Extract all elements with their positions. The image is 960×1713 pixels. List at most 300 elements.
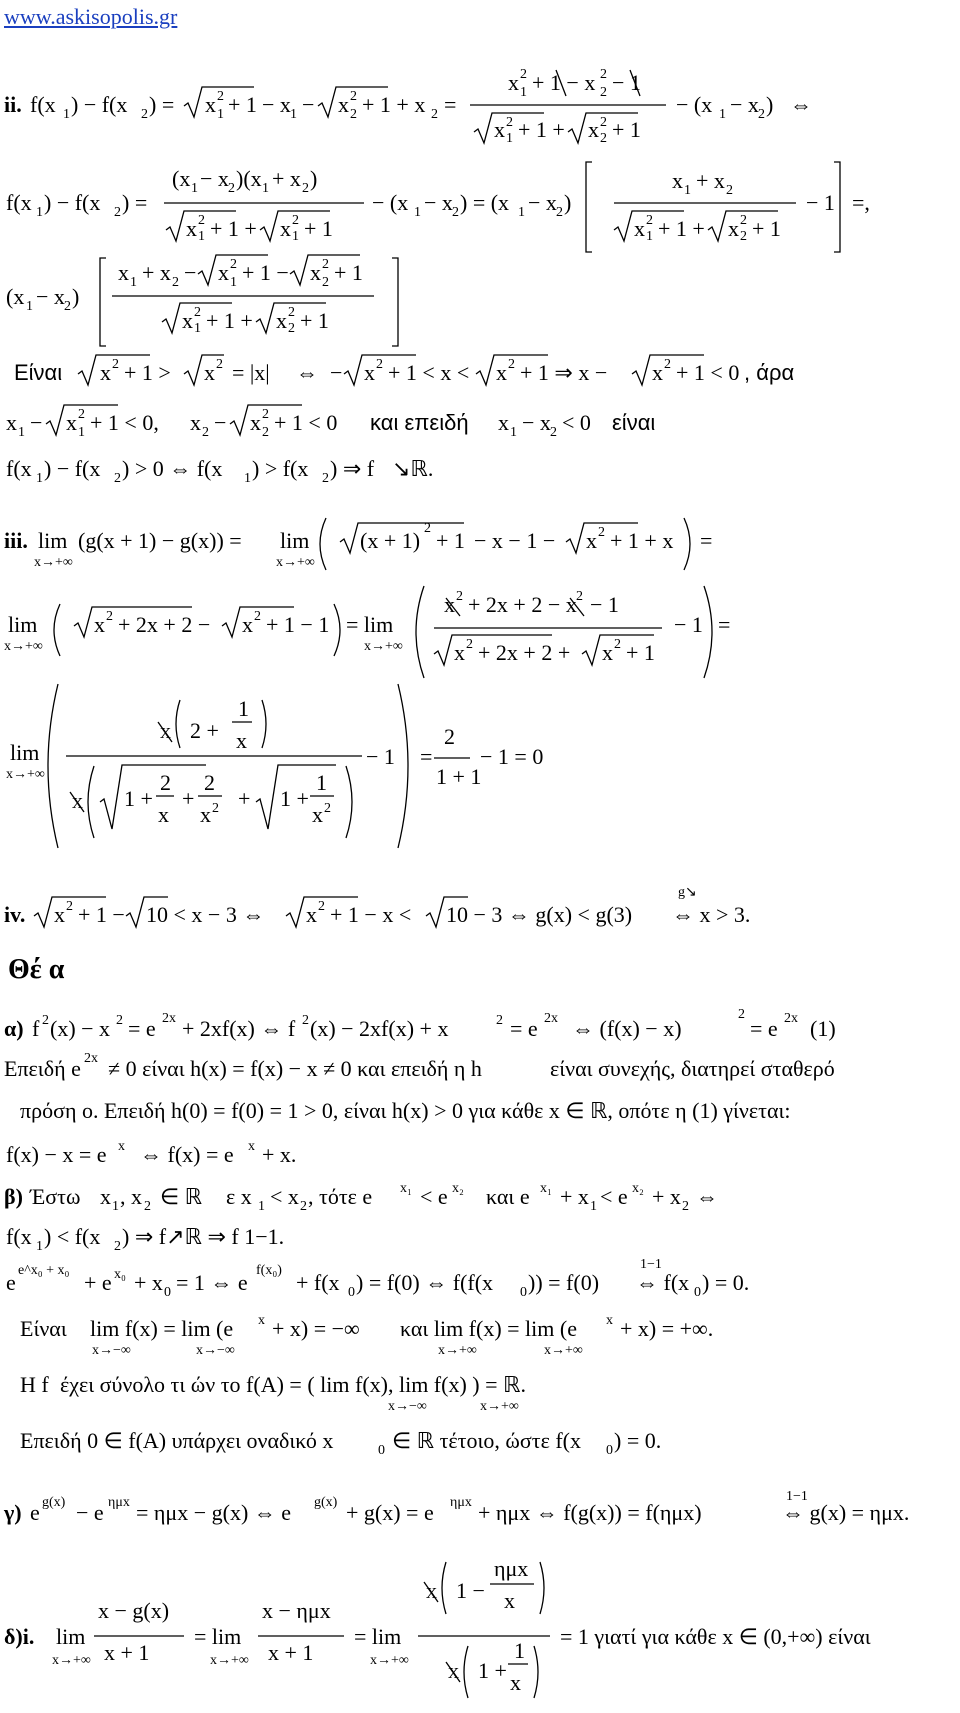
svg-text:10 − 3 ⇔ g(x) < g(3): 10 − 3 ⇔ g(x) < g(3) [446, 902, 633, 927]
svg-text:2: 2 [194, 305, 201, 320]
equation-line [0, 448, 960, 486]
svg-text:x→+∞: x→+∞ [364, 639, 403, 654]
svg-text:) = f(0) ⇔ f(f(x: ) = f(0) ⇔ f(f(x [356, 1270, 494, 1295]
svg-text:2: 2 [300, 1199, 307, 1214]
svg-text:x: x [652, 360, 663, 385]
svg-text:1: 1 [258, 1199, 265, 1214]
svg-text:+ 1 < 0,: + 1 < 0, [90, 410, 159, 435]
svg-text:= ημx − g(x) ⇔ e: = ημx − g(x) ⇔ e [136, 1500, 292, 1525]
svg-text:2: 2 [212, 801, 219, 816]
svg-text:x: x [586, 528, 597, 553]
svg-text:2x: 2x [84, 1051, 98, 1066]
svg-text:2: 2 [288, 305, 295, 320]
svg-text:x: x [634, 216, 645, 241]
svg-text:2: 2 [431, 107, 438, 122]
svg-text:x: x [182, 308, 193, 333]
svg-text:x: x [205, 92, 216, 117]
svg-text:2: 2 [292, 213, 299, 228]
svg-text:lim: lim [10, 740, 40, 765]
svg-text:∈ ℝ τέτοιο, ώστε f(x: ∈ ℝ τέτοιο, ώστε f(x [392, 1428, 581, 1453]
svg-text:+ 1: + 1 [752, 216, 781, 241]
svg-text:2: 2 [262, 407, 269, 422]
svg-text:0: 0 [378, 1443, 385, 1458]
svg-text:και επειδή: και επειδή [370, 410, 469, 435]
svg-text:2: 2 [520, 67, 527, 82]
svg-text:2: 2 [350, 107, 357, 122]
svg-text:) = 0.: ) = 0. [702, 1270, 750, 1295]
svg-text:x: x [312, 802, 323, 827]
svg-text:2: 2 [114, 471, 121, 486]
svg-text:, τότε e: , τότε e [308, 1184, 373, 1209]
svg-text:+ x: + x [134, 1270, 163, 1295]
equation-line [0, 1214, 960, 1254]
svg-text:g(x): g(x) [314, 1495, 338, 1510]
svg-text:x: x [94, 612, 105, 637]
svg-text:x: x [364, 360, 375, 385]
svg-text:x₁: x₁ [400, 1181, 412, 1196]
svg-text:x: x [186, 216, 197, 241]
svg-text:−: − [302, 92, 315, 117]
svg-text:f(x: f(x [6, 456, 32, 481]
svg-text:2: 2 [550, 425, 557, 440]
svg-text:1: 1 [191, 181, 198, 196]
svg-text:) ⇒ f: ) ⇒ f [330, 456, 375, 481]
svg-text:2: 2 [228, 181, 235, 196]
svg-text:2: 2 [556, 205, 563, 220]
svg-text:+ f(x: + f(x [296, 1270, 340, 1295]
svg-text:x: x [160, 718, 171, 743]
svg-text:2: 2 [466, 637, 473, 652]
svg-text:x: x [306, 902, 317, 927]
svg-text:2: 2 [444, 724, 455, 749]
svg-text:) > 0 ⇔ f(x: ) > 0 ⇔ f(x [122, 456, 223, 481]
svg-text:2: 2 [614, 637, 621, 652]
svg-text:Είναι: Είναι [14, 360, 63, 385]
svg-text:x: x [54, 902, 65, 927]
svg-text:−: − [214, 410, 227, 435]
svg-text:x: x [6, 410, 17, 435]
equation-line [0, 1132, 960, 1167]
svg-text:lim: lim [38, 528, 68, 553]
svg-text:2: 2 [202, 425, 209, 440]
svg-text:+ 1 +: + 1 + [206, 308, 253, 333]
svg-text:) − f(x: ) − f(x [71, 92, 128, 117]
svg-text:x→+∞: x→+∞ [370, 1653, 409, 1668]
svg-text:1: 1 [518, 205, 525, 220]
svg-text:1: 1 [244, 471, 251, 486]
svg-text:= lim: = lim [346, 612, 394, 637]
svg-text:⇔ x > 3.: ⇔ x > 3. [672, 902, 751, 927]
svg-text:x − ημx: x − ημx [262, 1598, 331, 1623]
svg-text:− 1: − 1 [806, 190, 835, 215]
svg-text:x: x [236, 728, 247, 753]
svg-text:x: x [426, 1578, 437, 1603]
svg-text:0: 0 [164, 1285, 171, 1300]
svg-text:) =: ) = [149, 92, 175, 117]
svg-text:2: 2 [204, 770, 215, 795]
svg-text:1 +: 1 + [478, 1658, 507, 1683]
svg-text:f(x: f(x [6, 1224, 32, 1249]
svg-text:x: x [280, 216, 291, 241]
equation-line [0, 60, 960, 146]
svg-text:=: = [718, 612, 731, 637]
svg-text:2x: 2x [162, 1011, 176, 1026]
svg-text:είναι: είναι [612, 410, 656, 435]
svg-text:ε x: ε x [226, 1184, 252, 1209]
svg-text:x: x [190, 410, 201, 435]
svg-text:2: 2 [740, 229, 747, 244]
equation-line [0, 1257, 960, 1300]
svg-text:< 0: < 0 [562, 410, 591, 435]
svg-text:x→−∞: x→−∞ [388, 1399, 427, 1414]
svg-text:1 +: 1 + [280, 786, 309, 811]
svg-text:2: 2 [198, 213, 205, 228]
svg-text:2: 2 [600, 67, 607, 82]
svg-text:+ 1 −: + 1 − [78, 902, 125, 927]
svg-text:lim f(x) = lim (e: lim f(x) = lim (e [90, 1316, 234, 1341]
svg-text:− x: − x [424, 190, 453, 215]
svg-text:+: + [182, 786, 195, 811]
svg-text:− x − 1 −: − x − 1 − [474, 528, 556, 553]
svg-text:iii.: iii. [4, 528, 28, 553]
svg-text:2: 2 [106, 609, 113, 624]
svg-text:2x: 2x [784, 1011, 798, 1026]
svg-text:+ 1 + x: + 1 + x [610, 528, 674, 553]
svg-text:x + 1: x + 1 [268, 1640, 314, 1665]
svg-text:−: − [330, 360, 343, 385]
svg-text:x: x [496, 360, 507, 385]
svg-text:2: 2 [318, 899, 325, 914]
svg-text:Η f: Η f [20, 1372, 49, 1397]
svg-text:+ 1 +: + 1 + [658, 216, 705, 241]
svg-text:− 1 = 0: − 1 = 0 [480, 744, 544, 769]
svg-text:2: 2 [738, 1007, 745, 1022]
svg-text:2: 2 [322, 257, 329, 272]
svg-text:2: 2 [112, 357, 119, 372]
svg-text:− x: − x [730, 92, 759, 117]
svg-text:− 1: − 1 [674, 612, 703, 637]
svg-text:+ 1 < 0: + 1 < 0 [676, 360, 740, 385]
svg-text:) = (x: ) = (x [460, 190, 510, 215]
svg-text:x: x [588, 117, 599, 142]
svg-text:=: = [420, 744, 433, 769]
svg-text:x→−∞: x→−∞ [196, 1343, 235, 1358]
svg-text:x − g(x): x − g(x) [98, 1598, 170, 1623]
svg-text:f(x: f(x [30, 92, 56, 117]
svg-text:x: x [606, 1313, 613, 1328]
equation-line [0, 252, 960, 336]
svg-text:+ 1 − x <: + 1 − x < [330, 902, 412, 927]
svg-text:⇔: ⇔ [696, 1184, 718, 1209]
svg-text:x→+∞: x→+∞ [544, 1343, 583, 1358]
svg-text:+ 1 ⇒ x −: + 1 ⇒ x − [520, 360, 608, 385]
svg-text:)) = f(0): )) = f(0) [528, 1270, 600, 1295]
svg-text:= lim: = lim [194, 1624, 242, 1649]
svg-text:< e: < e [600, 1184, 628, 1209]
svg-text:0: 0 [348, 1285, 355, 1300]
svg-text:2: 2 [217, 89, 224, 104]
svg-text:− x: − x [262, 92, 291, 117]
svg-text:< e: < e [420, 1184, 448, 1209]
svg-text:1: 1 [290, 107, 297, 122]
svg-text:2x: 2x [544, 1011, 558, 1026]
svg-text:x: x [242, 612, 253, 637]
svg-text:1: 1 [217, 107, 224, 122]
svg-text:ημx: ημx [108, 1495, 130, 1510]
svg-text:2: 2 [598, 525, 605, 540]
svg-text:− (x: − (x [676, 92, 713, 117]
svg-text:2: 2 [288, 321, 295, 336]
svg-text:και e: και e [486, 1184, 530, 1209]
svg-text:+ 1 + x: + 1 + x [362, 92, 426, 117]
site-link[interactable]: www.askisopolis.gr [4, 4, 178, 29]
svg-text:2 +: 2 + [190, 718, 219, 743]
svg-text:1: 1 [36, 1239, 43, 1254]
svg-text:e: e [30, 1500, 40, 1525]
svg-text:0: 0 [520, 1285, 527, 1300]
svg-text:2: 2 [78, 407, 85, 422]
svg-text:2: 2 [64, 299, 71, 314]
svg-text:x₂: x₂ [452, 1181, 464, 1196]
svg-text:= |x|: = |x| [232, 360, 270, 385]
svg-text:x: x [504, 1588, 515, 1613]
svg-text:x→+∞: x→+∞ [6, 767, 45, 782]
svg-text:(x) − 2xf(x) + x: (x) − 2xf(x) + x [310, 1016, 449, 1041]
svg-text:+ x: + x [560, 1184, 589, 1209]
svg-text:f(x: f(x [6, 190, 32, 215]
svg-text:+ 1: + 1 [300, 308, 329, 333]
svg-text:πρόση ο. Επειδή h(0) = f(0) =: πρόση ο. Επειδή h(0) = f(0) = 1 > 0, είναι h(x) > 0 για κάθε x ∈ ℝ, οπότε η (1) γίνεται: [20, 1098, 791, 1123]
svg-text:∈ ℝ: ∈ ℝ [160, 1184, 203, 1209]
svg-text:1: 1 [238, 696, 249, 721]
svg-text:+ 1 >: + 1 > [124, 360, 171, 385]
svg-text:=,: =, [852, 190, 870, 215]
svg-text:x: x [672, 168, 683, 193]
svg-text:x: x [454, 640, 465, 665]
svg-text:2: 2 [576, 589, 583, 604]
svg-text:x: x [276, 308, 287, 333]
svg-text:1: 1 [18, 425, 25, 440]
svg-text:− x: − x [528, 190, 557, 215]
svg-text:1: 1 [36, 471, 43, 486]
svg-text:2: 2 [302, 1013, 309, 1028]
svg-text:γ): γ) [4, 1500, 22, 1525]
svg-text:1: 1 [194, 321, 201, 336]
svg-text:1: 1 [514, 1638, 525, 1663]
svg-text:1 −: 1 − [456, 1578, 485, 1603]
svg-text:α): α) [4, 1016, 24, 1041]
svg-text:= 1 ⇔ e: = 1 ⇔ e [176, 1270, 248, 1295]
equation-line [0, 1489, 960, 1525]
section-heading: Θέ α [8, 954, 65, 985]
svg-text:+ x: + x [142, 260, 171, 285]
svg-text:): ) [766, 92, 774, 117]
svg-text:2: 2 [324, 801, 331, 816]
equation-line [0, 352, 960, 385]
svg-text:− 1: − 1 [590, 592, 619, 617]
svg-text:2: 2 [160, 770, 171, 795]
svg-text:⇔ (f(x) − x): ⇔ (f(x) − x) [572, 1016, 682, 1041]
svg-text:2: 2 [322, 275, 329, 290]
svg-text:x: x [248, 1139, 255, 1154]
svg-text:x: x [72, 788, 83, 813]
equation-line [0, 160, 960, 244]
svg-text:+ 1 +: + 1 + [518, 117, 565, 142]
svg-text:x: x [66, 410, 77, 435]
svg-text:είναι συνεχής, διατηρεί σταθερ: είναι συνεχής, διατηρεί σταθερό [550, 1056, 835, 1081]
svg-text:= e: = e [128, 1016, 156, 1041]
svg-text:x→+∞: x→+∞ [480, 1399, 519, 1414]
svg-text:2: 2 [506, 115, 513, 130]
svg-text:x→+∞: x→+∞ [210, 1653, 249, 1668]
svg-text:lim: lim [56, 1624, 86, 1649]
equation-line [0, 680, 960, 827]
svg-text:g(x): g(x) [42, 1495, 66, 1510]
svg-text:x: x [444, 592, 455, 617]
svg-text:⇔: ⇔ [296, 360, 318, 385]
svg-text:+ 1: + 1 [304, 216, 333, 241]
svg-text:ημx: ημx [494, 1556, 529, 1581]
svg-text:(x) − x: (x) − x [50, 1016, 111, 1041]
svg-text:− x: − x [522, 410, 551, 435]
svg-text:+ 1: + 1 [626, 640, 655, 665]
svg-text:+ 2x + 2 − x: + 2x + 2 − x [468, 592, 577, 617]
svg-text:2: 2 [66, 899, 73, 914]
svg-text:< x: < x [270, 1184, 299, 1209]
equation-line [0, 1000, 960, 1041]
svg-text:(g(x + 1) − g(x)) =: (g(x + 1) − g(x)) = [78, 528, 242, 553]
svg-text:2: 2 [600, 115, 607, 130]
svg-text:x: x [100, 1184, 111, 1209]
svg-text:+ x: + x [272, 166, 301, 191]
svg-text:) ⇒ f↗ℝ ⇒ f 1−1.: ) ⇒ f↗ℝ ⇒ f 1−1. [122, 1224, 285, 1249]
equation-line [0, 508, 960, 570]
svg-text:2: 2 [600, 85, 607, 100]
svg-text:x: x [602, 640, 613, 665]
svg-text:+ x.: + x. [262, 1142, 297, 1167]
svg-text:x: x [728, 216, 739, 241]
svg-text:2: 2 [230, 257, 237, 272]
svg-text:1: 1 [316, 770, 327, 795]
svg-text:f: f [32, 1016, 40, 1041]
svg-text:x: x [200, 802, 211, 827]
svg-text:1: 1 [36, 205, 43, 220]
svg-text:−: − [30, 410, 43, 435]
svg-text:x: x [498, 410, 509, 435]
equation-line [0, 1308, 960, 1358]
svg-text:1: 1 [112, 1199, 119, 1214]
svg-text:+ 2x + 2 −: + 2x + 2 − [118, 612, 211, 637]
svg-text:+: + [238, 786, 251, 811]
svg-text:2: 2 [452, 205, 459, 220]
svg-text:+ x) = +∞.: + x) = +∞. [620, 1316, 714, 1341]
svg-text:(1): (1) [810, 1016, 836, 1041]
svg-text:2: 2 [216, 357, 223, 372]
svg-text:ii.: ii. [4, 92, 22, 117]
svg-text:2: 2 [726, 183, 733, 198]
svg-text:Είναι: Είναι [20, 1316, 67, 1341]
svg-text:2: 2 [302, 181, 309, 196]
svg-text:2: 2 [646, 213, 653, 228]
svg-text:)(x: )(x [236, 166, 262, 191]
svg-text:) > f(x: ) > f(x [252, 456, 309, 481]
equation-line [0, 584, 960, 665]
svg-text:δ)i.: δ)i. [4, 1624, 35, 1649]
svg-text:1: 1 [292, 229, 299, 244]
svg-text:−: − [184, 260, 197, 285]
svg-text:1: 1 [646, 229, 653, 244]
svg-text:x: x [100, 360, 111, 385]
svg-text:1: 1 [590, 1199, 597, 1214]
svg-text:+ 1 −: + 1 − [242, 260, 289, 285]
svg-text:Επειδή e: Επειδή e [4, 1056, 81, 1081]
svg-text:iv.: iv. [4, 902, 26, 927]
svg-text:= e: = e [750, 1016, 778, 1041]
svg-text:x→−∞: x→−∞ [92, 1343, 131, 1358]
svg-text:(x + 1): (x + 1) [360, 528, 421, 553]
svg-text:β): β) [4, 1184, 23, 1209]
svg-text:2: 2 [424, 521, 431, 536]
svg-text:1−1: 1−1 [786, 1489, 808, 1504]
svg-text:⇔ f(x) = e: ⇔ f(x) = e [140, 1142, 234, 1167]
svg-text:2: 2 [172, 275, 179, 290]
svg-text:): ) [310, 166, 318, 191]
svg-text:) < f(x: ) < f(x [44, 1224, 101, 1249]
svg-text:έχει σύνολο τι ών το f(A) = (: έχει σύνολο τι ών το f(A) = ( lim f(x), lim f(x) ) = ℝ. [60, 1372, 526, 1397]
svg-text:2: 2 [322, 471, 329, 486]
svg-text:1: 1 [510, 425, 517, 440]
svg-text:Έστω: Έστω [30, 1184, 81, 1209]
svg-text:2: 2 [758, 107, 765, 122]
svg-text:x₀: x₀ [114, 1267, 126, 1282]
svg-text:0: 0 [694, 1285, 701, 1300]
svg-text:+ 1 − x: + 1 − x [532, 70, 596, 95]
svg-text:) − f(x: ) − f(x [44, 190, 101, 215]
svg-text:2: 2 [350, 89, 357, 104]
svg-text:− x: − x [36, 284, 65, 309]
svg-text:⇔: ⇔ [790, 92, 812, 117]
svg-text:x: x [310, 260, 321, 285]
svg-text:x: x [250, 410, 261, 435]
svg-text:2: 2 [144, 1199, 151, 1214]
svg-text:+ 1: + 1 [612, 117, 641, 142]
svg-text:2: 2 [664, 357, 671, 372]
svg-text:, άρα: , άρα [744, 360, 795, 385]
svg-text:= e: = e [510, 1016, 538, 1041]
svg-text:(x: (x [6, 284, 25, 309]
svg-text:lim: lim [8, 612, 38, 637]
svg-text:2: 2 [262, 425, 269, 440]
svg-text:ημx: ημx [450, 1495, 472, 1510]
svg-text:x: x [158, 802, 169, 827]
svg-text:+ x: + x [696, 168, 725, 193]
svg-text:+ 1 < x <: + 1 < x < [388, 360, 470, 385]
svg-text:=: = [700, 528, 713, 553]
svg-text:+ 1: + 1 [228, 92, 257, 117]
equation-line [0, 882, 960, 927]
svg-text:x: x [118, 260, 129, 285]
svg-text:2: 2 [141, 107, 148, 122]
svg-text:) = 0.: ) = 0. [614, 1428, 662, 1453]
svg-text:− x: − x [200, 166, 229, 191]
svg-text:1: 1 [684, 183, 691, 198]
svg-text:x: x [448, 1658, 459, 1683]
svg-text:): ) [564, 190, 572, 215]
svg-text:f(x₀): f(x₀) [256, 1263, 282, 1278]
svg-text:=: = [444, 92, 457, 117]
svg-text:2: 2 [114, 205, 121, 220]
svg-text:(x: (x [172, 166, 191, 191]
